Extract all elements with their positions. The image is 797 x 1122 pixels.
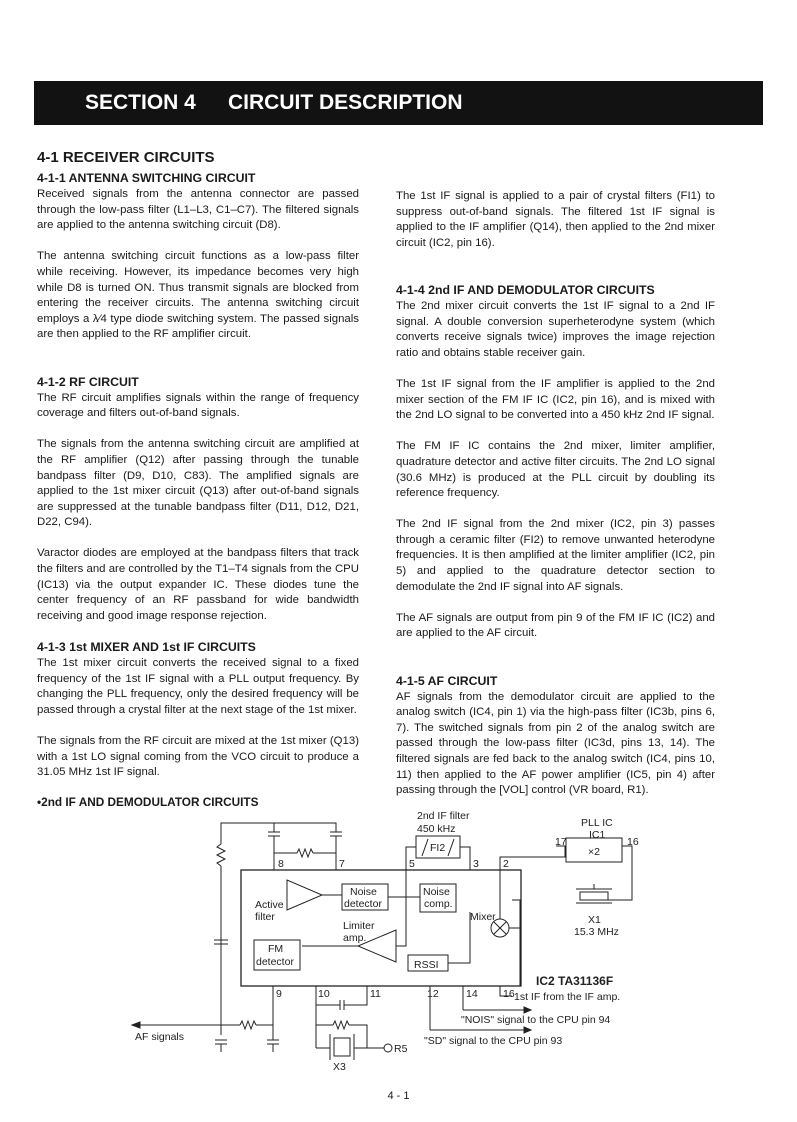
pin-5: 5 bbox=[409, 858, 415, 870]
noise-comp-label-2: comp. bbox=[424, 898, 453, 910]
pll-label-2: IC1 bbox=[589, 829, 606, 841]
paragraph: AF signals from the demodulator circuit are applied to the analog switch (IC4, pin 1) via the high-pass filter (IC3b, pins 6, 7). The switched signals from pin 2 of the analog switch are passed through the low-pass filter (IC3d, pins 13, 14). The filtered signals are fed back to the analog switch (IC4, pins 10, 11) then applied to the AF power amplifier (IC5, pin 4) after passing through the [VOL] control (VR board, R1). bbox=[396, 690, 715, 797]
paragraph: The 1st IF signal from the IF amplifier is applied to the 2nd mixer section of the FM IF IC (IC2, pin 16), and is mixed with the 2nd LO signal to be converted into a 450 kHz 2nd IF signal. bbox=[396, 377, 715, 422]
active-filter-amp bbox=[287, 880, 322, 910]
limiter-label-1: Limiter bbox=[343, 920, 375, 932]
noise-det-label-2: detector bbox=[344, 898, 382, 910]
resistor bbox=[333, 1021, 349, 1029]
ic2-box bbox=[241, 870, 521, 986]
paragraph: The RF circuit amplifies signals within the range of frequency coverage and filters out-of-band signals. bbox=[37, 391, 359, 420]
heading-4-1-4: 4-1-4 2nd IF AND DEMODULATOR CIRCUITS bbox=[396, 282, 655, 297]
r5-terminal bbox=[384, 1044, 392, 1052]
x1-label: X1 bbox=[588, 914, 601, 926]
resistor bbox=[297, 849, 313, 857]
sd-label: "SD" signal to the CPU pin 93 bbox=[424, 1035, 563, 1047]
active-label-2: filter bbox=[255, 911, 275, 923]
pin-7: 7 bbox=[339, 858, 345, 870]
noise-comp-label-1: Noise bbox=[423, 886, 450, 898]
heading-4-1-2: 4-1-2 RF CIRCUIT bbox=[37, 374, 139, 389]
crystal-x1 bbox=[580, 892, 608, 900]
heading-4-1-1: 4-1-1 ANTENNA SWITCHING CIRCUIT bbox=[37, 171, 256, 185]
pin-16: 16 bbox=[503, 988, 515, 1000]
pin-16-pll: 16 bbox=[627, 836, 639, 848]
filter-label-2: 450 kHz bbox=[417, 823, 456, 835]
limiter-label-2: amp. bbox=[343, 932, 367, 944]
if-in-label: 1st IF from the IF amp. bbox=[514, 991, 621, 1003]
paragraph: The 2nd IF signal from the 2nd mixer (IC2, pin 3) passes through a ceramic filter (FI2) to remove unwanted heterodyne frequencies. It is then amplified at the limiter amplifier (IC2, pin 5) and applied to the quadrature detector section to demodulate the 2nd IF signal into AF signals. bbox=[396, 518, 715, 593]
paragraph: The 1st mixer circuit converts the received signal to a fixed frequency of the 1st IF signal with a PLL output frequency. By changing the PLL frequency, only the desired frequency will be passed through a crystal filter at the next stage of the 1st mixer. bbox=[37, 657, 359, 716]
pin-3: 3 bbox=[473, 858, 479, 870]
pin-11: 11 bbox=[370, 988, 381, 1000]
fi2-label: FI2 bbox=[430, 842, 446, 854]
pin-14: 14 bbox=[466, 988, 478, 1000]
fm-label-1: FM bbox=[268, 943, 284, 955]
x2-label: ×2 bbox=[588, 846, 600, 858]
active-label-1: Active bbox=[255, 899, 284, 911]
section-number: SECTION 4 bbox=[85, 91, 196, 114]
ic2-label: IC2 TA31136F bbox=[536, 974, 614, 988]
pin-8: 8 bbox=[278, 858, 284, 870]
rssi-label: RSSI bbox=[414, 959, 439, 971]
heading-receiver-circuits: 4-1 RECEIVER CIRCUITS bbox=[37, 149, 215, 166]
x3-label: X3 bbox=[333, 1061, 346, 1073]
heading-4-1-5: 4-1-5 AF CIRCUIT bbox=[396, 673, 498, 688]
nois-label: "NOIS" signal to the CPU pin 94 bbox=[461, 1014, 611, 1026]
pin-17: 17 bbox=[555, 836, 567, 848]
pin-2: 2 bbox=[503, 858, 509, 870]
paragraph: The signals from the antenna switching circuit are amplified at the RF amplifier (Q12) after passing through the tunable bandpass filter (D9, D10, C83). The amplified signals are applied to the 1st mixer circuit (Q13) after out-of-band signals are suppressed at the tunable bandpass filter (D11, D12, D21, D22, C94). bbox=[37, 438, 359, 529]
pin-9: 9 bbox=[276, 988, 282, 1000]
noise-det-label-1: Noise bbox=[350, 886, 377, 898]
resistor bbox=[217, 844, 225, 866]
wire bbox=[221, 823, 336, 844]
paragraph: Received signals from the antenna connector are passed through the low-pass filter (L1–L3, C1–C7). The filtered signals are applied to the antenna switching circuit (D8). bbox=[37, 188, 359, 232]
diagram-title: •2nd IF AND DEMODULATOR CIRCUITS bbox=[37, 795, 259, 809]
af-label: AF signals bbox=[135, 1031, 185, 1043]
heading-4-1-3: 4-1-3 1st MIXER AND 1st IF CIRCUITS bbox=[37, 640, 256, 655]
paragraph: The FM IF IC contains the 2nd mixer, limiter amplifier, quadrature detector and active filter circuits. The 2nd LO signal (30.6 MHz) is produced at the PLL circuit by doubling its reference frequency. bbox=[396, 440, 715, 500]
page-number: 4 - 1 bbox=[387, 1090, 410, 1102]
paragraph: The AF signals are output from pin 9 of the FM IF IC (IC2) and are applied to the AF circuit. bbox=[396, 611, 715, 640]
paragraph: The 1st IF signal is applied to a pair of crystal filters (FI1) to suppress out-of-band signals. The filtered 1st IF signal is applied to the IF amplifier (Q14), then applied to the 2nd mixer circuit (IC2, pin 16). bbox=[396, 190, 715, 249]
pll-label-1: PLL IC bbox=[581, 817, 613, 829]
mixer-label: Mixer bbox=[470, 911, 496, 923]
paragraph: Varactor diodes are employed at the bandpass filters that track the filters and are controlled by the T1–T4 signals from the CPU (IC13) via the output expander IC. These diodes tune the center frequency of an RF passband for wide bandwidth receiving and good image response rejection. bbox=[37, 547, 359, 622]
fm-label-2: detector bbox=[256, 956, 294, 968]
pin-10: 10 bbox=[318, 988, 330, 1000]
x1-freq: 15.3 MHz bbox=[574, 926, 619, 938]
paragraph: The signals from the RF circuit are mixed at the 1st mixer (Q13) with a 1st LO signal coming from the VCO circuit to produce a 31.05 MHz 1st IF signal. bbox=[37, 735, 359, 779]
crystal-x3 bbox=[334, 1038, 350, 1056]
paragraph: The 2nd mixer circuit converts the 1st IF signal to a 2nd IF signal. A double conversion superheterodyne system (which converts receive signals twice) improves the image rejection ratio and obtains stable receiver gain. bbox=[396, 299, 715, 359]
filter-label-1: 2nd IF filter bbox=[417, 810, 470, 822]
r5-label: R5 bbox=[394, 1043, 408, 1055]
resistor bbox=[240, 1021, 256, 1029]
pin-12: 12 bbox=[427, 988, 439, 1000]
paragraph: The antenna switching circuit functions as a low-pass filter while receiving. However, its impedance becomes very high while D8 is turned ON. Thus transmit signals are blocked from entering the receiver circuits. The antenna switching circuit employs a λ⁄4 type diode switching system. The passed signals are then applied to the RF amplifier circuit. bbox=[37, 250, 359, 341]
section-title: CIRCUIT DESCRIPTION bbox=[228, 91, 463, 114]
